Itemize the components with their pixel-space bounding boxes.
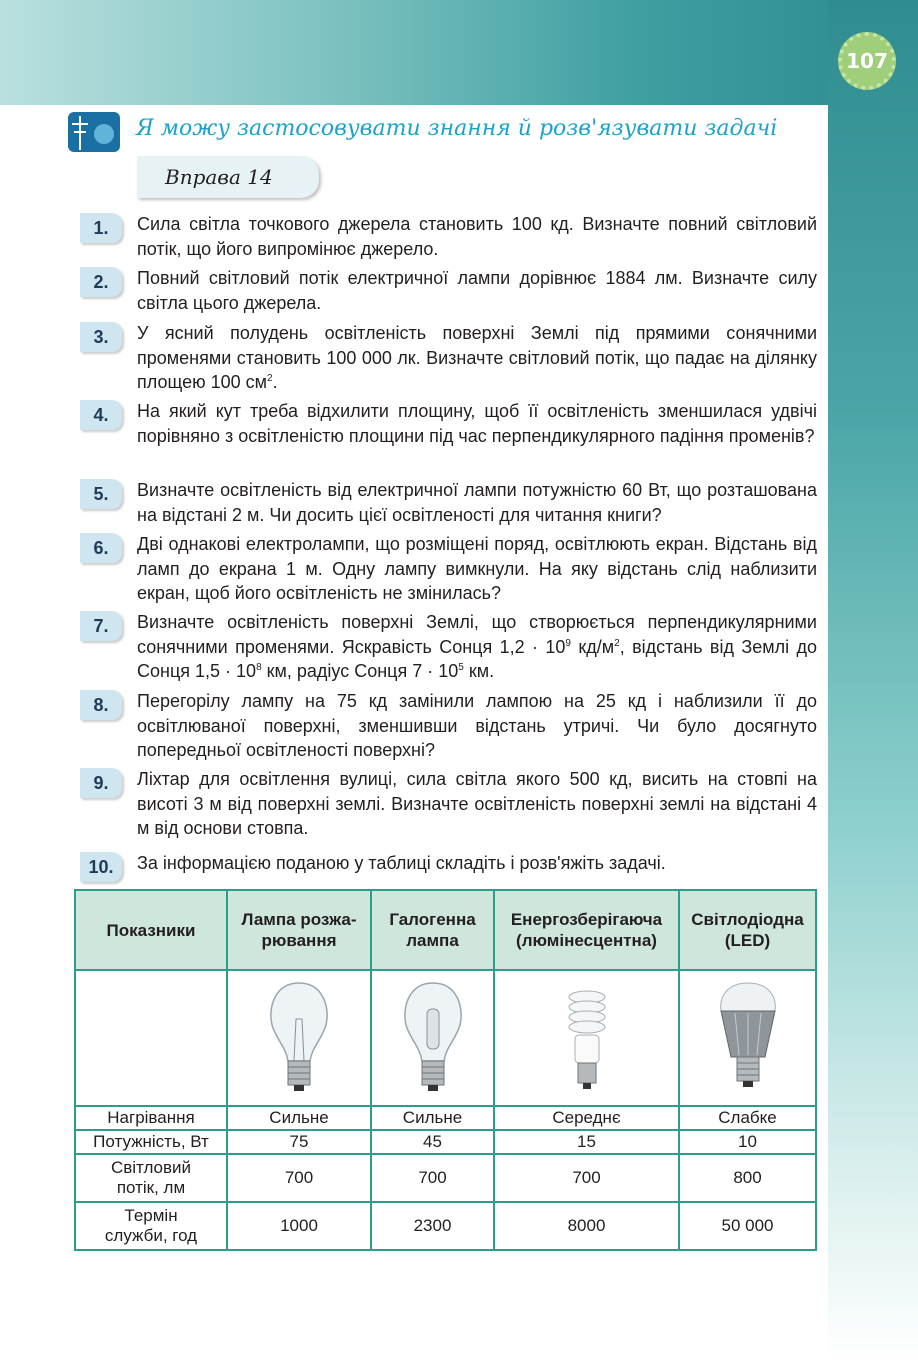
table-cell: Нагрівання xyxy=(75,1106,227,1130)
table-cell: 700 xyxy=(494,1154,679,1202)
page-number: 107 xyxy=(838,32,896,90)
table-cell: 75 xyxy=(227,1130,371,1154)
task-text: На який кут треба відхилити площину, щоб її освітленість зменшилася удвічі порівняно з освітленістю площини під час перпендикулярного падіння променів? xyxy=(137,401,817,446)
table-header: Енергозберігаюча (люмінесцентна) xyxy=(494,890,679,970)
task-number: 5. xyxy=(80,479,122,509)
table-header: Лампа розжа-рювання xyxy=(227,890,371,970)
table-cell: 8000 xyxy=(494,1202,679,1250)
cfl-bulb-icon xyxy=(557,979,617,1097)
task-number: 7. xyxy=(80,611,122,641)
incandescent-bulb-image xyxy=(227,970,371,1106)
led-bulb-image xyxy=(679,970,816,1106)
table-cell: Середнє xyxy=(494,1106,679,1130)
task-text: Повний світловий потік електричної лампи дорівнює 1884 лм. Визначте силу світла цього джерела. xyxy=(137,268,817,313)
table-cell: 800 xyxy=(679,1154,816,1202)
table-cell: 50 000 xyxy=(679,1202,816,1250)
table-cell: 45 xyxy=(371,1130,494,1154)
table-cell: Термін служби, год xyxy=(75,1202,227,1250)
table-cell: Сильне xyxy=(227,1106,371,1130)
task-number: 1. xyxy=(80,213,122,243)
table-cell: 2300 xyxy=(371,1202,494,1250)
task-number: 9. xyxy=(80,768,122,798)
table-cell: 700 xyxy=(227,1154,371,1202)
task-text: Визначте освітленість поверхні Землі, що створюється перпендикулярними сонячними променями. Яскравість Сонця $1,2 \cdot 10^9$ $кд/м^2$, відстань від Землі до Сонця $1,5 \cdot 10^8$ км, радіус Сонця $7 \cdot 10^5$ км. xyxy=(137,612,817,681)
task-number: 4. xyxy=(80,400,122,430)
table-cell: 10 xyxy=(679,1130,816,1154)
section-title: Я можу застосовувати знання й розв'язувати задачі xyxy=(136,116,778,141)
table-cell: 15 xyxy=(494,1130,679,1154)
task-number: 3. xyxy=(80,322,122,352)
power-tower-icon xyxy=(68,112,120,152)
exercise-label: Вправа 14 xyxy=(165,165,273,189)
task-text: Ліхтар для освітлення вулиці, сила світла якого 500 кд, висить на стовпі на висоті 3 м від поверхні землі. Визначте освітленість поверхні землі на відстані 4 м від основи стовпа. xyxy=(137,769,817,838)
side-decoration xyxy=(828,0,918,1360)
table-header: Галогенна лампа xyxy=(371,890,494,970)
halogen-bulb-image xyxy=(371,970,494,1106)
task-text: Перегорілу лампу на 75 кд замінили лампою на 25 кд і наблизили її до освітлюваної поверхні, зменшивши відстань утричі. Чи було досягнуто попередньої освітленості поверхні? xyxy=(137,691,817,760)
header-background xyxy=(0,0,918,105)
table-cell: Світловий потік, лм xyxy=(75,1154,227,1202)
task-text: За інформацією поданою у таблиці складіть і розв'яжіть задачі. xyxy=(137,853,666,873)
task-text: У ясний полудень освітленість поверхні Землі під прямими сонячними променями становить 100 000 лк. Визначте світловий потік, що падає на ділянку площею 100 $см^2$. xyxy=(137,323,817,392)
table-cell: 700 xyxy=(371,1154,494,1202)
table-cell: Потужність, Вт xyxy=(75,1130,227,1154)
task-number: 2. xyxy=(80,267,122,297)
table-header: Показники xyxy=(75,890,227,970)
cfl-bulb-image xyxy=(494,970,679,1106)
table-cell: Слабке xyxy=(679,1106,816,1130)
lamp-comparison-table xyxy=(74,889,817,1251)
task-text: Дві однакові електролампи, що розміщені поряд, освітлюють екран. Відстань від ламп до екрана 1 м. Одну лампу вимкнули. На яку відстань слід наблизити екран, щоб його освітленість не змінилась? xyxy=(137,534,817,603)
task-text: Визначте освітленість від електричної лампи потужністю 60 Вт, що розташована на відстані 2 м. Чи досить цієї освітленості для читання книги? xyxy=(137,480,817,525)
incandescent-bulb-icon xyxy=(264,979,334,1097)
halogen-bulb-icon xyxy=(398,979,468,1097)
table-cell: Сильне xyxy=(371,1106,494,1130)
table-cell: 1000 xyxy=(227,1202,371,1250)
task-text: Сила світла точкового джерела становить 100 кд. Визначте повний світловий потік, що його випромінює джерело. xyxy=(137,214,817,259)
exercise-tab xyxy=(137,156,319,198)
table-header: Світлодіодна (LED) xyxy=(679,890,816,970)
task-number: 8. xyxy=(80,690,122,720)
task-number: 10. xyxy=(80,852,122,882)
task-number: 6. xyxy=(80,533,122,563)
led-bulb-icon xyxy=(713,979,783,1097)
